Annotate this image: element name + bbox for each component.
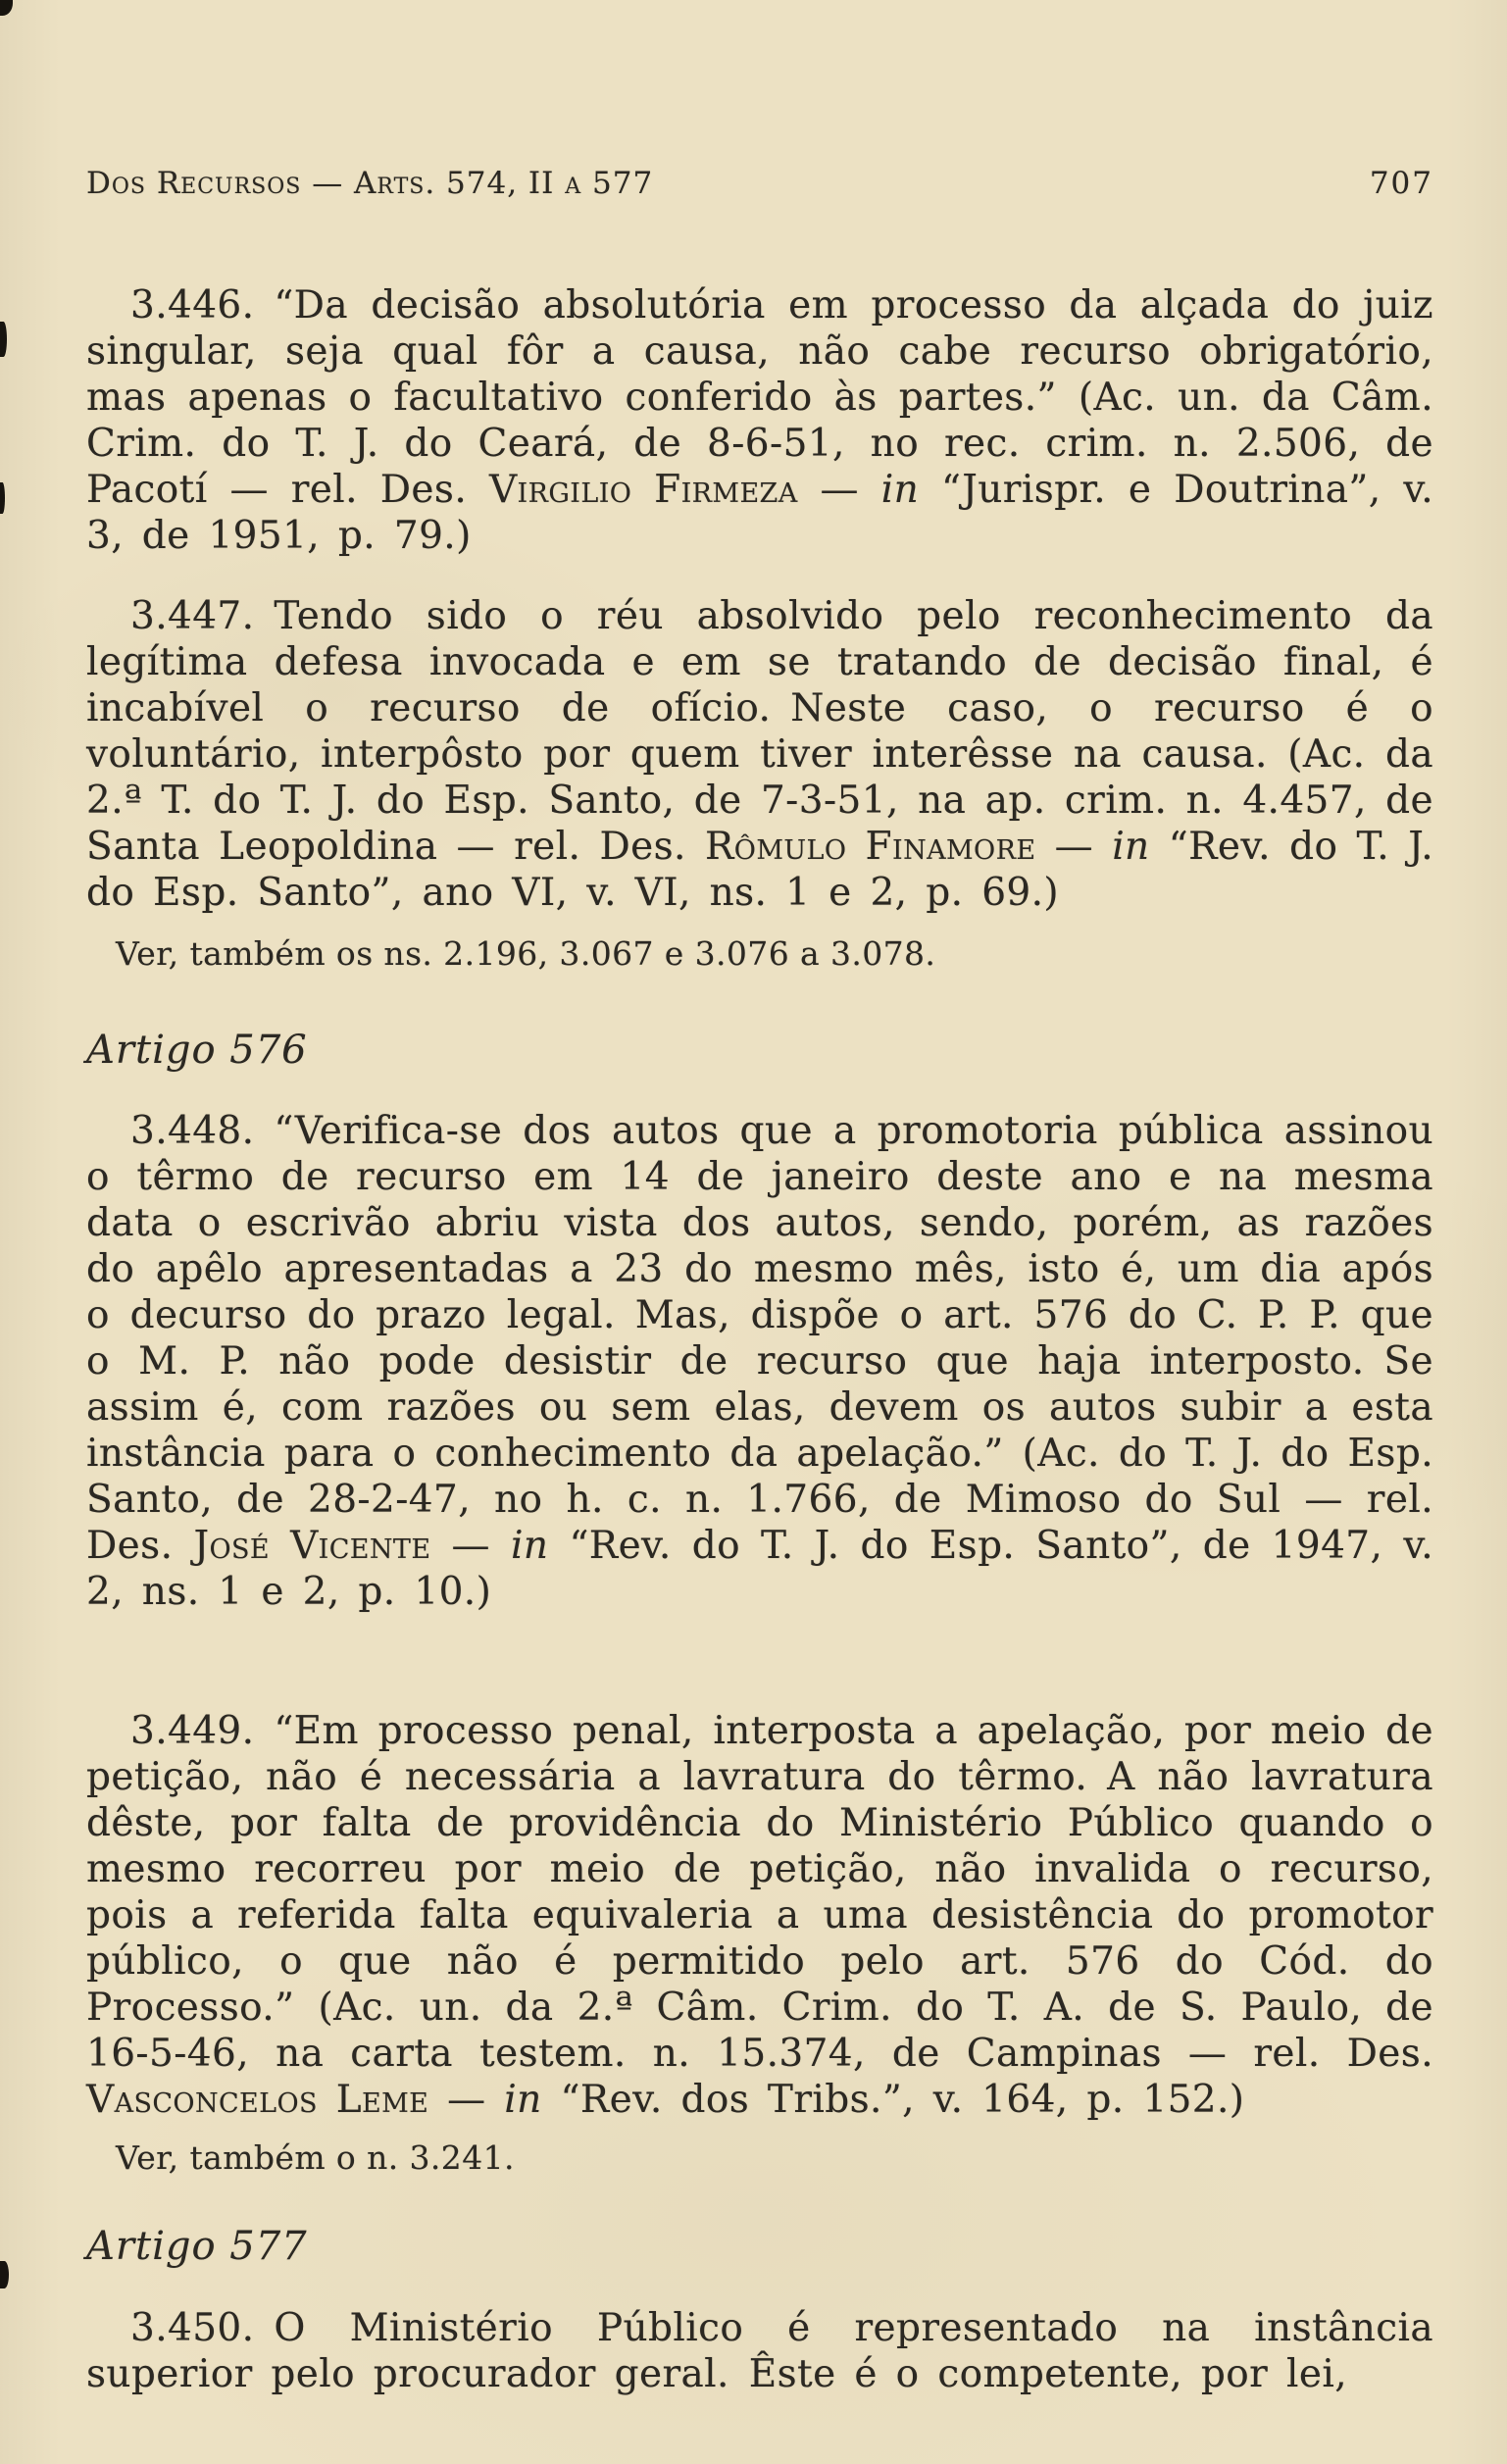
paragraph-3447-text: 3.447. Tendo sido o réu absolvido pelo reconhecimento da legítima defesa invocada e em se tratando de decisão final, é incabível o recurso de ofício. Neste caso, o recurso é o voluntário, interpôsto por quem tiver interêsse na causa. (Ac. da 2.ª T. do T. J. do Esp. Santo, de 7-3-51, na ap. crim. n. 4.457, de Santa Leopoldina — rel. Des. <box>86 594 1433 869</box>
relator-name: Virgilio Firmeza <box>488 468 798 512</box>
page-body <box>86 282 1433 2397</box>
dash-separator: — <box>797 468 881 512</box>
running-title: Dos Recursos — Arts. 574, II a 577 <box>86 166 654 201</box>
paragraph-3450 <box>86 2305 1433 2397</box>
in-marker: in <box>880 468 920 512</box>
dash-separator: — <box>428 2078 505 2122</box>
cross-reference-note: Ver, também o n. 3.241. <box>116 2138 515 2177</box>
paragraph-3448-text: 3.448. “Verifica-se dos autos que a promotoria pública assinou o têrmo de recurso em 14 de janeiro deste ano e na mesma data o escrivão abriu vista dos autos, sendo, porém, as razões do apêlo apresentadas a 23 do mesmo mês, isto é, um dia após o decurso do prazo legal. Mas, dispõe o art. 576 do C. P. P. que o M. P. não pode desistir de recurso que haja interposto. Se assim é, com razões ou sem elas, devem os autos subir a esta instância para o conhecimento da apelação.” (Ac. do T. J. do Esp. Santo, de 28-2-47, no h. c. n. 1.766, de Mimoso do Sul — rel. Des. <box>86 1109 1433 1568</box>
scan-edge-artifact <box>0 2261 9 2288</box>
scan-edge-artifact <box>0 482 5 514</box>
in-marker: in <box>504 2078 542 2122</box>
citation-source: “Jurispr. e Doutrina”, v. 3, de 1951, p. 79.) <box>86 468 1434 558</box>
in-marker: in <box>1112 825 1150 869</box>
cross-reference-note: Ver, também os ns. 2.196, 3.067 e 3.076 a 3.078. <box>116 934 936 973</box>
paragraph-3448 <box>86 1108 1433 1615</box>
article-577-heading: Artigo 577 <box>86 2224 308 2269</box>
citation-source: “Rev. do T. J. do Esp. Santo”, de 1947, v. 2, ns. 1 e 2, p. 10.) <box>86 1524 1433 1614</box>
citation-source: “Rev. do T. J. do Esp. Santo”, ano VI, v. VI, ns. 1 e 2, p. 69.) <box>86 825 1433 915</box>
citation-source: “Rev. dos Tribs.”, v. 164, p. 152.) <box>541 2078 1245 2122</box>
paragraph-3450-text: 3.450. O Ministério Público é representado na instância superior pelo procurador geral. Êste é o competente, por lei, <box>86 2306 1433 2396</box>
relator-name: José Vicente <box>193 1524 431 1568</box>
dash-separator: — <box>1035 825 1113 869</box>
paragraph-3446-text: 3.446. “Da decisão absolutória em processo da alçada do juiz singular, seja qual fôr a causa, não cabe recurso obrigatório, mas apenas o facultativo conferido às partes.” (Ac. un. da Câm. Crim. do T. J. do Ceará, de 8-6-51, no rec. crim. n. 2.506, de Pacotí — rel. Des. <box>86 283 1433 512</box>
paragraph-3446 <box>86 282 1433 559</box>
paragraph-3449-text: 3.449. “Em processo penal, interposta a apelação, por meio de petição, não é necessária a lavratura do têrmo. A não lavratura dêste, por falta de providência do Ministério Público quando o mesmo recorreu por meio de petição, não invalida o recurso, pois a referida falta equivaleria a uma desistência do promotor público, o que não é permitido pelo art. 576 do Cód. do Processo.” (Ac. un. da 2.ª Câm. Crim. do T. A. de S. Paulo, de 16-5-46, na carta testem. n. 15.374, de Campinas — rel. Des. <box>86 1709 1433 2076</box>
page-header <box>86 167 1433 200</box>
paragraph-3449 <box>86 1708 1433 2123</box>
relator-name: Rômulo Finamore <box>705 825 1036 869</box>
relator-name: Vasconcelos Leme <box>86 2078 429 2122</box>
scan-edge-artifact <box>0 0 13 16</box>
scan-edge-artifact <box>0 322 7 357</box>
in-marker: in <box>510 1524 549 1568</box>
dash-separator: — <box>430 1524 511 1568</box>
article-576-heading: Artigo 576 <box>86 1028 308 1073</box>
paragraph-3447 <box>86 593 1433 916</box>
page-number: 707 <box>1369 166 1433 201</box>
